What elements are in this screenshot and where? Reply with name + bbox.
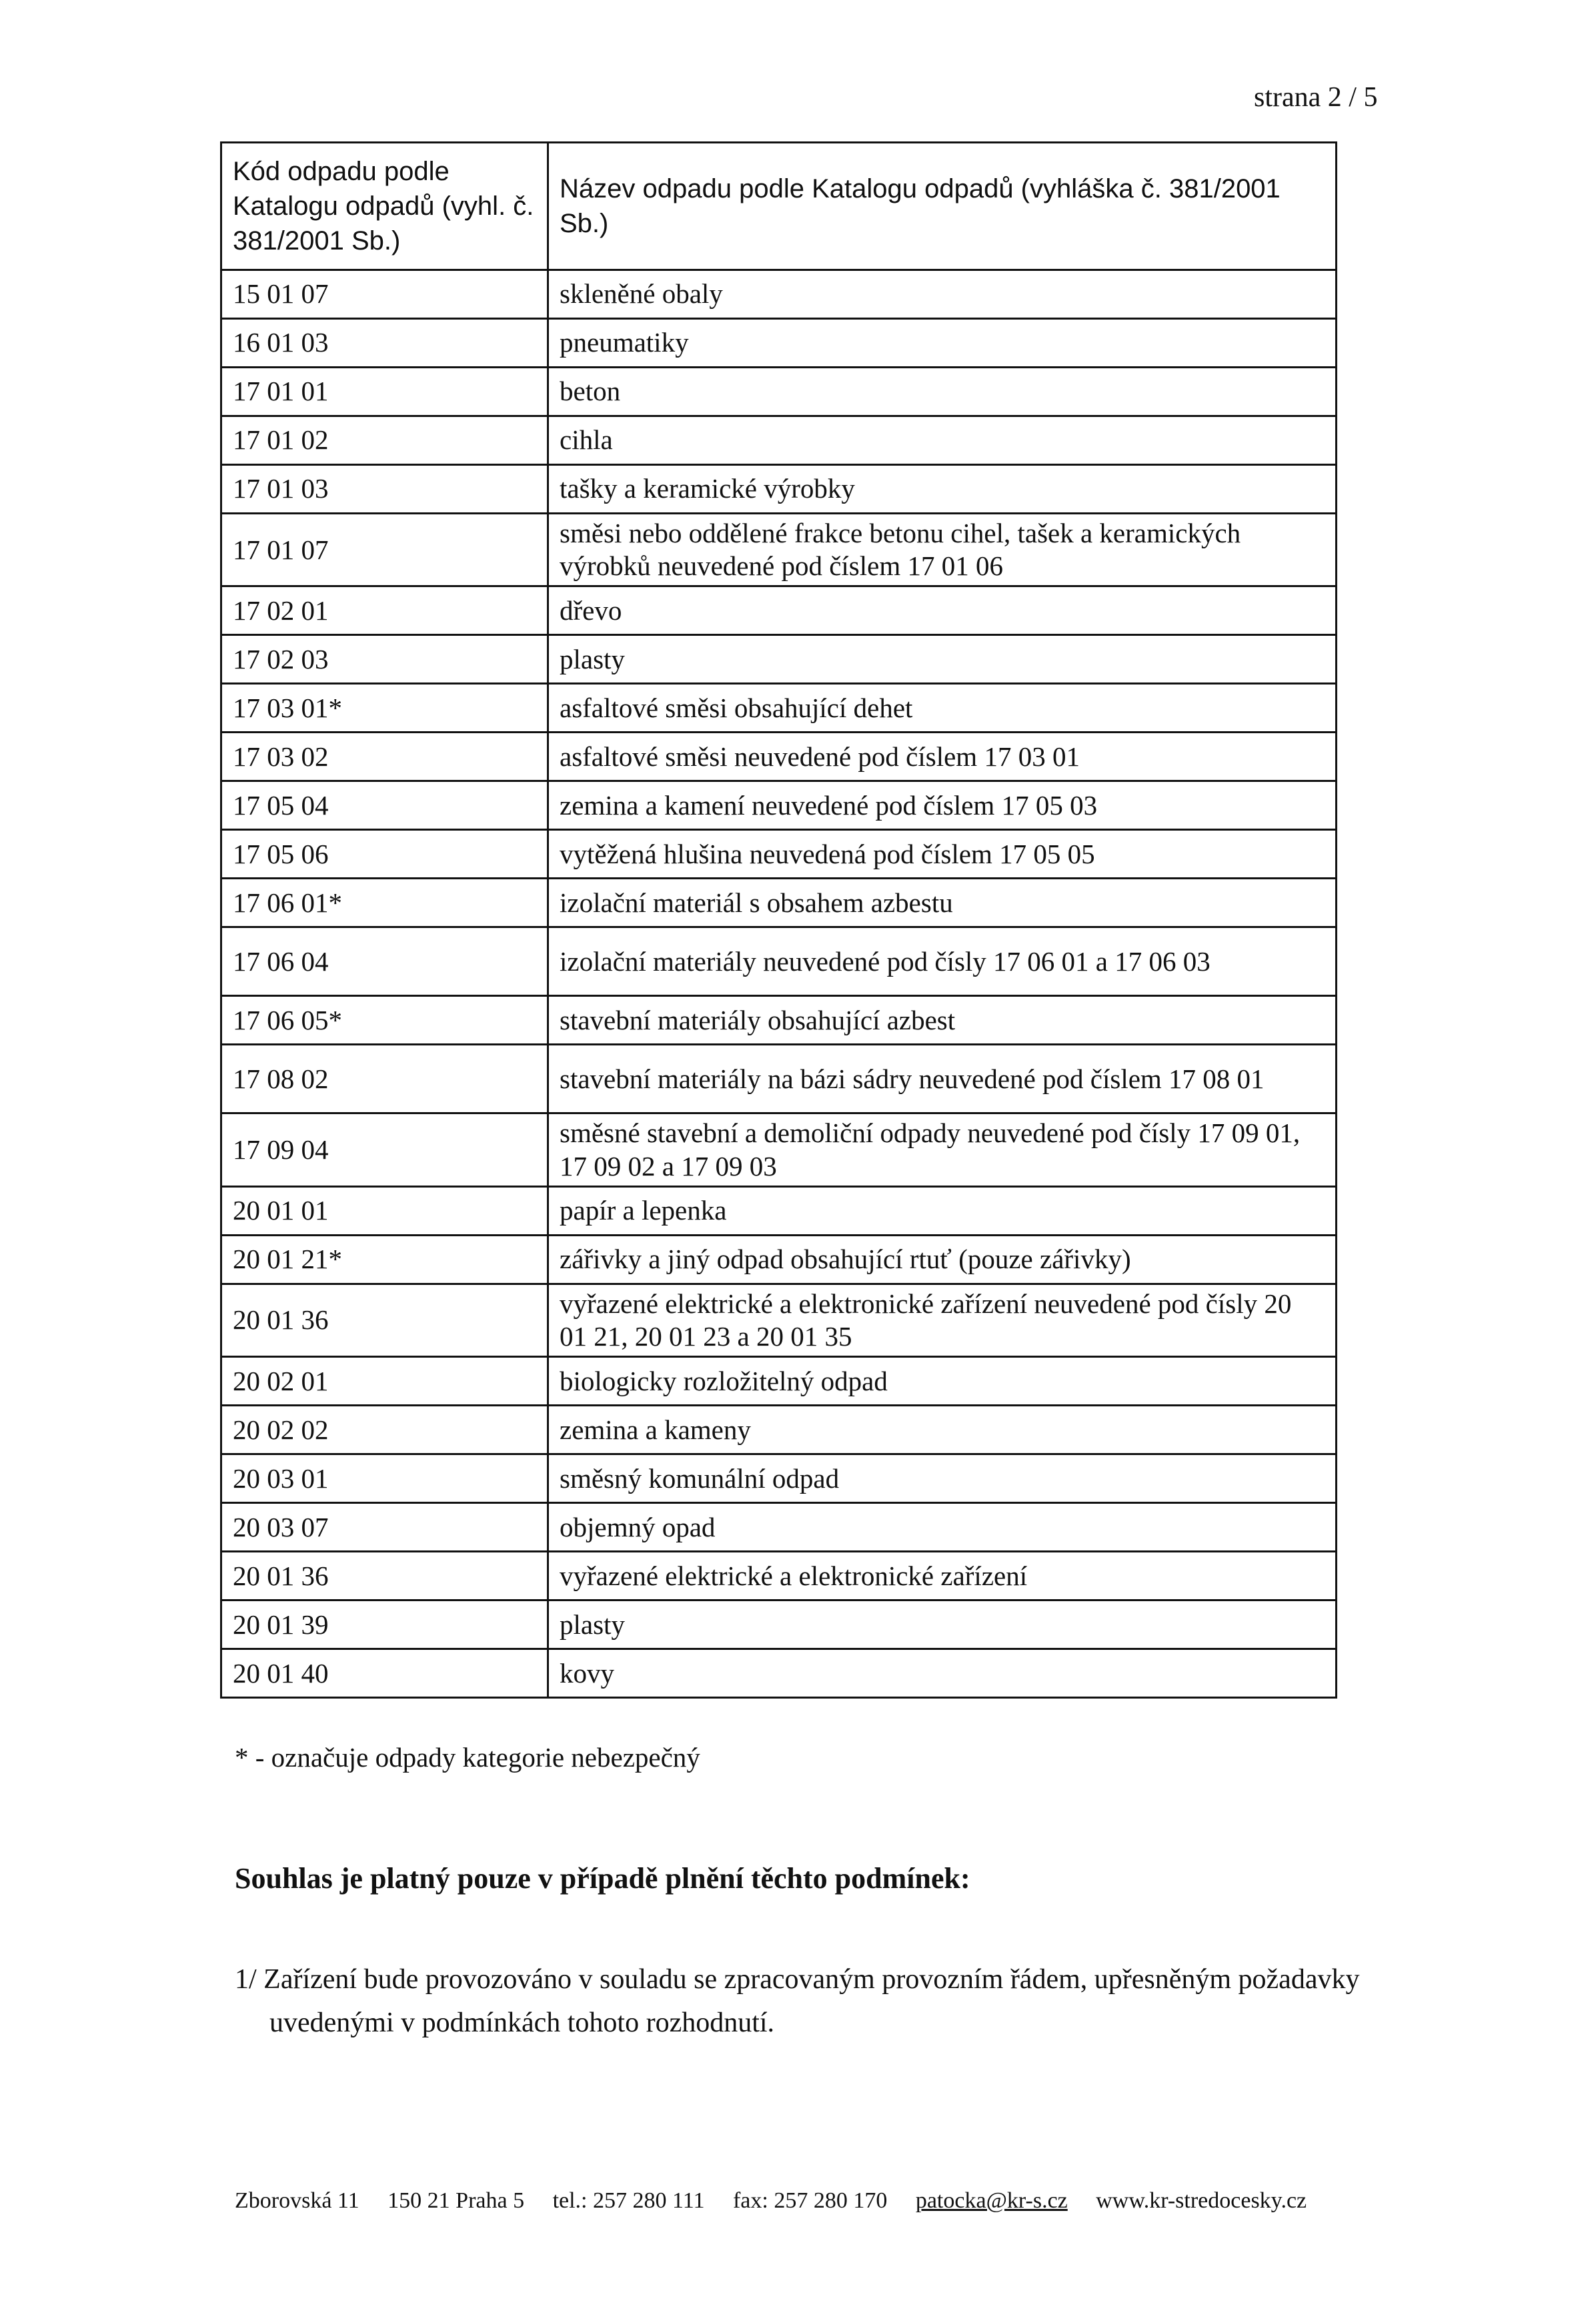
table-row [221, 781, 1337, 830]
footer-city: 150 21 Praha 5 [387, 2188, 525, 2213]
conditions-heading: Souhlas je platný pouze v případě plnění těchto podmínek: [235, 1862, 970, 1895]
waste-code-cell: 17 01 01 [221, 368, 548, 416]
table-row [221, 270, 1337, 319]
table-row [221, 1649, 1337, 1698]
footer-fax: fax: 257 280 170 [732, 2188, 888, 2213]
waste-code-cell: 20 03 01 [221, 1454, 548, 1503]
waste-name-cell: tašky a keramické výrobky [548, 465, 1337, 514]
waste-code-cell: 20 01 36 [221, 1284, 548, 1356]
table-row [221, 635, 1337, 684]
waste-code-cell: 16 01 03 [221, 319, 548, 368]
table-row [221, 1406, 1337, 1454]
waste-code-cell: 20 01 39 [221, 1600, 548, 1649]
waste-name-cell: pneumatiky [548, 319, 1337, 368]
waste-code-cell: 17 02 01 [221, 586, 548, 635]
waste-name-cell: plasty [548, 1600, 1337, 1649]
waste-code-cell: 20 01 01 [221, 1186, 548, 1235]
waste-name-cell: zemina a kamení neuvedené pod číslem 17 05 03 [548, 781, 1337, 830]
waste-name-cell: směsné stavební a demoliční odpady neuvedené pod čísly 17 09 01, 17 09 02 a 17 09 03 [548, 1113, 1337, 1186]
waste-name-cell: vytěžená hlušina neuvedená pod číslem 17 05 05 [548, 830, 1337, 879]
table-row [221, 879, 1337, 927]
waste-name-cell: zemina a kameny [548, 1406, 1337, 1454]
waste-name-cell: biologicky rozložitelný odpad [548, 1357, 1337, 1406]
waste-name-cell: skleněné obaly [548, 270, 1337, 319]
waste-name-cell: asfaltové směsi obsahující dehet [548, 684, 1337, 733]
header-code: Kód odpadu podle Katalogu odpadů (vyhl. č. 381/2001 Sb.) [221, 143, 548, 270]
header-name: Název odpadu podle Katalogu odpadů (vyhláška č. 381/2001 Sb.) [548, 143, 1337, 270]
table-row [221, 927, 1337, 996]
waste-code-cell: 17 05 06 [221, 830, 548, 879]
waste-name-cell: papír a lepenka [548, 1186, 1337, 1235]
table-row [221, 1235, 1337, 1284]
footer-address: Zborovská 11 [235, 2188, 359, 2213]
waste-name-cell: izolační materiál s obsahem azbestu [548, 879, 1337, 927]
waste-code-cell: 17 05 04 [221, 781, 548, 830]
table-row [221, 586, 1337, 635]
waste-code-cell: 17 06 04 [221, 927, 548, 996]
waste-code-cell: 17 08 02 [221, 1045, 548, 1113]
waste-name-cell: dřevo [548, 586, 1337, 635]
waste-name-cell: stavební materiály obsahující azbest [548, 996, 1337, 1045]
waste-name-cell: beton [548, 368, 1337, 416]
table-header-row [221, 143, 1337, 270]
table-row [221, 830, 1337, 879]
waste-code-cell: 17 03 01* [221, 684, 548, 733]
table-row [221, 996, 1337, 1045]
table-row [221, 733, 1337, 781]
page-footer [235, 2188, 1329, 2214]
waste-code-cell: 17 03 02 [221, 733, 548, 781]
waste-code-cell: 20 02 02 [221, 1406, 548, 1454]
table-row [221, 1600, 1337, 1649]
table-row [221, 1284, 1337, 1356]
condition-item: 1/ Zařízení bude provozováno v souladu se zpracovaným provozním řádem, upřesněným požadavky uvedenými v podmínkách tohoto rozhodnutí. [235, 1964, 1360, 2039]
footer-email-link[interactable]: patocka@kr-s.cz [915, 2188, 1068, 2213]
page-number: strana 2 / 5 [1254, 82, 1378, 113]
waste-name-cell: plasty [548, 635, 1337, 684]
waste-name-cell: vyřazené elektrické a elektronické zařízení [548, 1552, 1337, 1600]
waste-name-cell: směsný komunální odpad [548, 1454, 1337, 1503]
waste-code-cell: 20 02 01 [221, 1357, 548, 1406]
waste-name-cell: cihla [548, 416, 1337, 465]
table-row [221, 1186, 1337, 1235]
table-row [221, 465, 1337, 514]
waste-name-cell: kovy [548, 1649, 1337, 1698]
waste-name-cell: asfaltové směsi neuvedené pod číslem 17 03 01 [548, 733, 1337, 781]
table-row [221, 684, 1337, 733]
footer-web-link[interactable]: www.kr-stredocesky.cz [1096, 2188, 1307, 2213]
waste-code-cell: 20 03 07 [221, 1503, 548, 1552]
waste-table [220, 141, 1337, 1699]
table-row [221, 514, 1337, 586]
waste-name-cell: izolační materiály neuvedené pod čísly 17 06 01 a 17 06 03 [548, 927, 1337, 996]
table-row [221, 368, 1337, 416]
waste-code-cell: 15 01 07 [221, 270, 548, 319]
table-row [221, 1552, 1337, 1600]
waste-code-cell: 17 09 04 [221, 1113, 548, 1186]
footer-phone: tel.: 257 280 111 [552, 2188, 705, 2213]
table-body [221, 270, 1337, 1698]
table-row [221, 1357, 1337, 1406]
waste-name-cell: směsi nebo oddělené frakce betonu cihel, tašek a keramických výrobků neuvedené pod číslem 17 01 06 [548, 514, 1337, 586]
waste-name-cell: stavební materiály na bázi sádry neuvedené pod číslem 17 08 01 [548, 1045, 1337, 1113]
table-row [221, 1454, 1337, 1503]
waste-code-cell: 17 02 03 [221, 635, 548, 684]
waste-code-cell: 20 01 40 [221, 1649, 548, 1698]
table-row [221, 1045, 1337, 1113]
waste-code-cell: 20 01 21* [221, 1235, 548, 1284]
waste-code-cell: 20 01 36 [221, 1552, 548, 1600]
waste-code-cell: 17 06 01* [221, 879, 548, 927]
waste-code-cell: 17 01 07 [221, 514, 548, 586]
waste-code-cell: 17 06 05* [221, 996, 548, 1045]
table-row [221, 416, 1337, 465]
waste-code-cell: 17 01 03 [221, 465, 548, 514]
waste-code-cell: 17 01 02 [221, 416, 548, 465]
waste-name-cell: zářivky a jiný odpad obsahující rtuť (pouze zářivky) [548, 1235, 1337, 1284]
table-row [221, 1503, 1337, 1552]
waste-name-cell: objemný opad [548, 1503, 1337, 1552]
waste-name-cell: vyřazené elektrické a elektronické zařízení neuvedené pod čísly 20 01 21, 20 01 23 a 20 01 35 [548, 1284, 1337, 1356]
footnote: * - označuje odpady kategorie nebezpečný [235, 1742, 700, 1773]
table-row [221, 319, 1337, 368]
table-row [221, 1113, 1337, 1186]
